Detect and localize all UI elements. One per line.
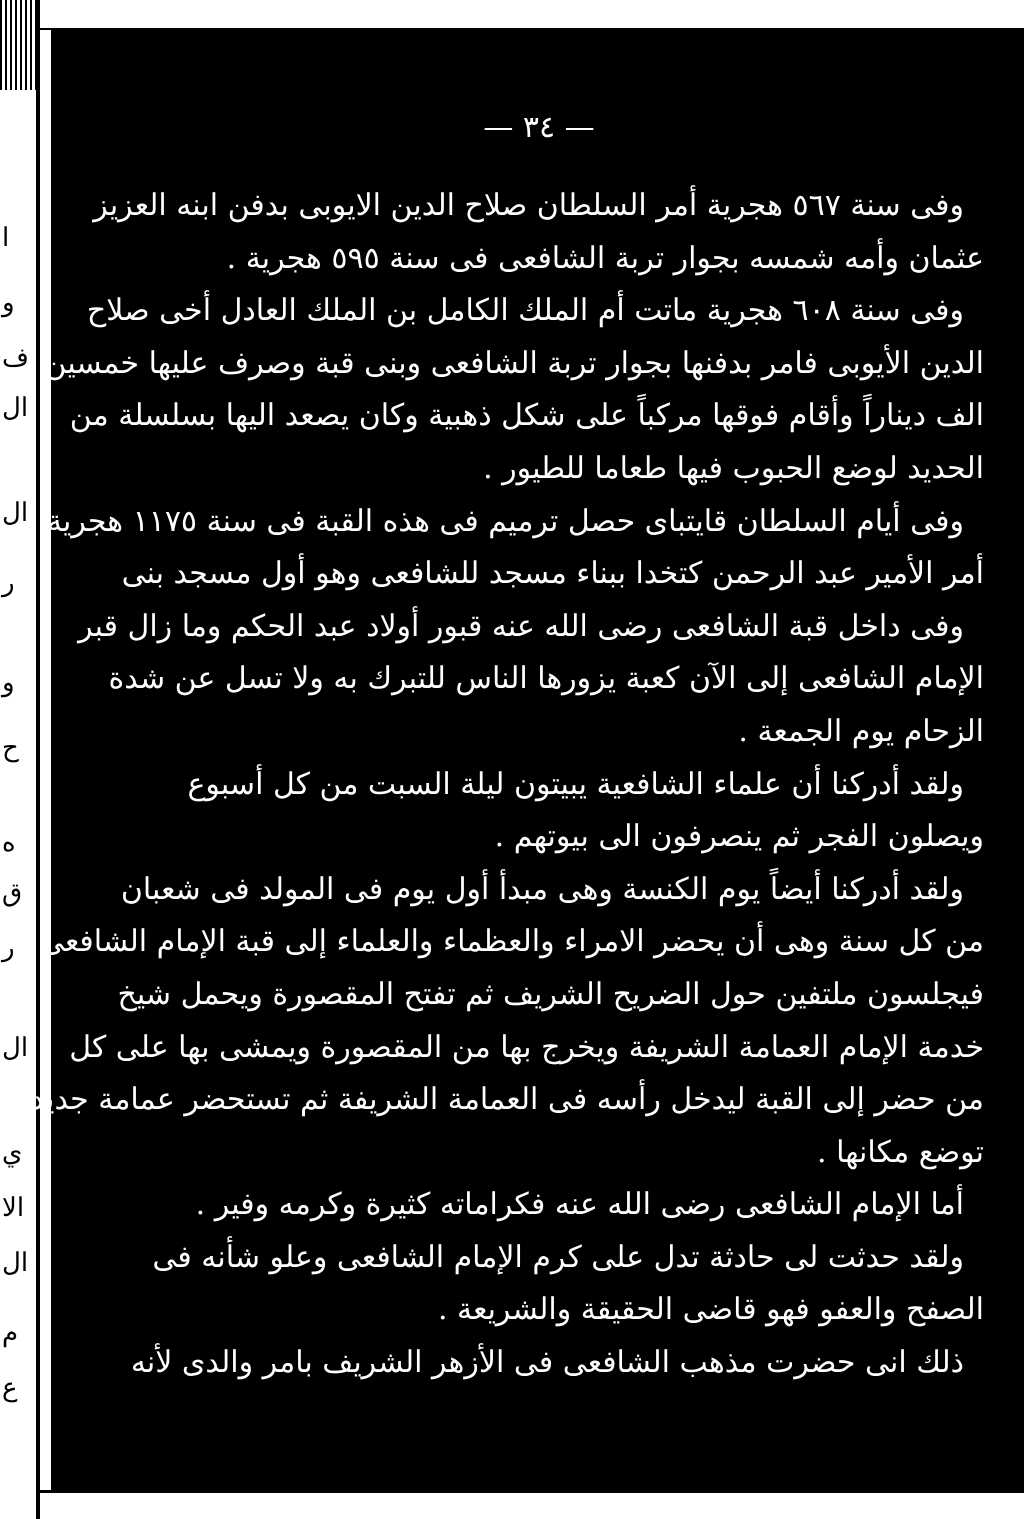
text-line: الدين الأيوبى فامر بدفنها بجوار تربة الشافعى وبنى قبة وصرف عليها خمسين xyxy=(44,345,984,381)
adjacent-page-fragment: ق xyxy=(2,878,23,908)
page-gutter xyxy=(40,0,54,1519)
adjacent-page-fragment: ي xyxy=(2,1138,23,1168)
text-line: وفى أيام السلطان قايتباى حصل ترميم فى هذه القبة فى سنة ١١٧٥ هجرية . xyxy=(27,503,964,539)
text-line: ولقد أدركنا أيضاً يوم الكنسة وهى مبدأ أول يوم فى المولد فى شعبان xyxy=(120,871,964,907)
text-line: الصفح والعفو فهو قاضى الحقيقة والشريعة . xyxy=(437,1292,984,1328)
adjacent-page-fragment: م xyxy=(2,1318,19,1348)
text-line: الزحام يوم الجمعة . xyxy=(738,713,984,749)
text-line: ذلك انى حضرت مذهب الشافعى فى الأزهر الشريف بامر والدى لأنه xyxy=(130,1345,964,1381)
adjacent-page-scan-noise xyxy=(0,0,36,90)
page-number: — ٣٤ — xyxy=(483,110,595,145)
text-line: من حضر إلى القبة ليدخل رأسه فى العمامة الشريفة ثم تستحضر عمامة جديدة xyxy=(14,1082,984,1118)
adjacent-page-fragment: ال xyxy=(2,498,29,528)
adjacent-page-fragment: و xyxy=(2,288,15,318)
adjacent-page-fragment: الا xyxy=(2,1193,25,1223)
adjacent-page-fragment: ر xyxy=(2,568,15,598)
adjacent-page-fragment: ع xyxy=(2,1373,18,1403)
adjacent-page-fragment: ال xyxy=(2,1033,29,1063)
text-line: الحديد لوضع الحبوب فيها طعاما للطيور . xyxy=(483,450,984,486)
page-body-text xyxy=(14,180,984,1390)
adjacent-page-fragment: ال xyxy=(2,1248,29,1278)
text-line: وفى سنة ٦٠٨ هجرية ماتت أم الملك الكامل بن الملك العادل أخى صلاح xyxy=(86,293,964,329)
adjacent-page-fragment: و xyxy=(2,668,15,698)
adjacent-page-fragment: ا xyxy=(2,223,10,253)
page-bottom-edge xyxy=(40,1490,1024,1519)
book-page xyxy=(14,30,1024,1490)
text-line: توضع مكانها . xyxy=(817,1134,984,1170)
adjacent-page-fragment: ح xyxy=(2,733,19,763)
adjacent-page-strip xyxy=(0,0,40,1519)
text-line: وفى سنة ٥٦٧ هجرية أمر السلطان صلاح الدين الايوبى بدفن ابنه العزيز xyxy=(93,188,964,223)
text-line: فيجلسون ملتفين حول الضريح الشريف ثم تفتح المقصورة ويحمل شيخ xyxy=(117,976,984,1012)
adjacent-page-fragment: ه xyxy=(2,828,16,858)
text-line: أمر الأمير عبد الرحمن كتخدا ببناء مسجد للشافعى وهو أول مسجد بنى xyxy=(121,556,984,592)
text-line: من كل سنة وهى أن يحضر الامراء والعظماء والعلماء إلى قبة الإمام الشافعى xyxy=(39,924,984,960)
text-line: الف ديناراً وأقام فوقها مركباً على شكل ذهبية وكان يصعد اليها بسلسلة من xyxy=(69,398,984,434)
text-line: وفى داخل قبة الشافعى رضى الله عنه قبور أولاد عبد الحكم وما زال قبر xyxy=(78,608,964,644)
text-line: أما الإمام الشافعى رضى الله عنه فكراماته كثيرة وكرمه وفير . xyxy=(195,1187,964,1223)
page-top-edge xyxy=(40,0,1024,30)
text-line: ولقد أدركنا أن علماء الشافعية يبيتون ليلة السبت من كل أسبوع xyxy=(187,766,964,802)
text-line: الإمام الشافعى إلى الآن كعبة يزورها الناس للتبرك به ولا تسل عن شدة xyxy=(108,661,984,697)
text-line: ولقد حدثت لى حادثة تدل على كرم الإمام الشافعى وعلو شأنه فى xyxy=(152,1239,964,1275)
text-line: خدمة الإمام العمامة الشريفة ويخرج بها من المقصورة ويمشى بها على كل xyxy=(69,1029,984,1065)
adjacent-page-fragment: ال xyxy=(2,393,29,423)
text-line: ويصلون الفجر ثم ينصرفون الى بيوتهم . xyxy=(494,819,984,855)
adjacent-page-fragment: ف xyxy=(2,343,29,373)
text-line: عثمان وأمه شمسه بجوار تربة الشافعى فى سنة ٥٩٥ هجرية . xyxy=(226,240,984,276)
adjacent-page-fragment: ر xyxy=(2,933,15,963)
